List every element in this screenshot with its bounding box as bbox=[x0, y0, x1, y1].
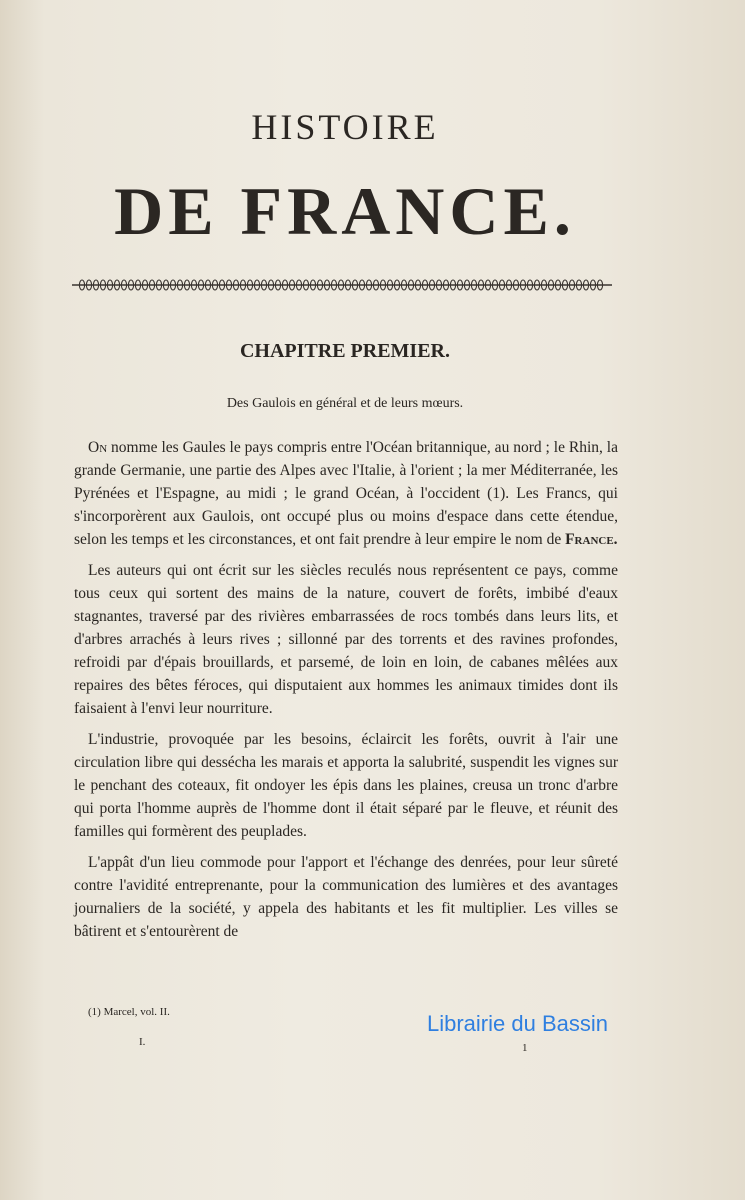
chapter-subtitle: Des Gaulois en général et de leurs mœurs. bbox=[226, 396, 464, 411]
signature-mark-right: 1 bbox=[522, 1042, 528, 1054]
paragraph-4: L'appât d'un lieu commode pour l'apport et l'échange des denrées, pour leur sûreté contre l'avidité entreprenante, pour la communication des lumières et des avantages journaliers de la société, y appela des habitants et les fit multiplier. Les villes se bâtirent et s'entourèrent de bbox=[74, 854, 618, 940]
paragraph-3: L'industrie, provoquée par les besoins, éclaircit les forêts, ouvrit à l'air une circulation libre qui dessécha les marais et apporta la salubrité, suspendit les vignes sur le penchant des coteaux, fit ondoyer les épis dans les plaines, creusa un tronc d'arbre qui porta l'homme auprès de l'homme dont il était séparé par le fleuve, et réunit des familles qui formèrent des peuplades. bbox=[74, 731, 618, 840]
paragraph-2: Les auteurs qui ont écrit sur les siècles reculés nous représentent ce pays, comme tous ceux qui sortent des mains de la nature, couvert de forêts, imbibé d'eaux stagnantes, traversé par des rivières embarrassées de rocs tombés dans leurs lits, et d'arbres arrachés à leurs rives ; sillonné par des torrents et des ravines profondes, refroidi par d'épais brouillards, et parsemé, de loin en loin, de cabanes mêlées aux repaires des bêtes féroces, qui disputaient aux hommes les animaux timides dont ils faisaient à l'envi leur nourriture. bbox=[74, 562, 618, 717]
chapter-heading: CHAPITRE PREMIER. bbox=[239, 340, 450, 362]
title-line-1: HISTOIRE bbox=[251, 107, 439, 147]
ornament-divider bbox=[72, 276, 612, 294]
body-text bbox=[74, 436, 618, 951]
signature-mark-left: I. bbox=[139, 1036, 146, 1048]
footnote: (1) Marcel, vol. II. bbox=[88, 1006, 170, 1018]
paragraph-1-text: nomme les Gaules le pays compris entre l'Océan britannique, au nord ; le Rhin, la grande Germanie, une partie des Alpes avec l'Italie, à l'orient ; la mer Méditerranée, les Pyrénées et l'Espagne, au midi ; le grand Océan, à l'occident (1). Les Francs, qui s'incorporèrent aux Gaulois, ont occupé plus ou moins d'espace dans cette étendue, selon les temps et les circonstances, et ont fait prendre à leur empire le nom de bbox=[74, 439, 618, 548]
paragraph-1 bbox=[74, 436, 618, 551]
dropcap-word: On bbox=[88, 439, 108, 456]
paragraph-1-emphasis: France. bbox=[565, 531, 618, 548]
bookseller-watermark: Librairie du Bassin bbox=[427, 1011, 608, 1036]
title-line-2: DE FRANCE. bbox=[114, 173, 576, 249]
